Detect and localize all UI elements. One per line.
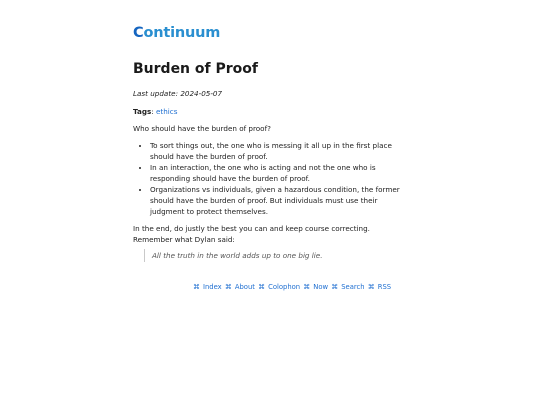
footer-link-search[interactable]: Search bbox=[341, 283, 365, 291]
footer-link-index[interactable]: Index bbox=[202, 283, 222, 291]
logo-initial: C bbox=[133, 25, 144, 41]
command-icon: ⌘ bbox=[193, 283, 200, 291]
closing-paragraph: In the end, do justly the best you can and keep course correcting. Remember what Dylan said: bbox=[133, 224, 370, 244]
list-item: • Organizations vs individuals, given a hazardous condition, the former should have the burden of proof. But individuals must use their judgment to protect themselves. bbox=[150, 184, 408, 217]
command-icon: ⌘ bbox=[331, 283, 339, 291]
list-item: • In an interaction, the one who is acting and not the one who is responding should have the burden of proof. bbox=[150, 162, 408, 184]
tags-line: Tags: ethics bbox=[133, 107, 178, 116]
footer-link-about[interactable]: About bbox=[234, 283, 255, 291]
command-icon: ⌘ bbox=[367, 283, 375, 291]
command-icon: ⌘ bbox=[303, 283, 311, 291]
intro-paragraph: Who should have the burden of proof? bbox=[133, 124, 271, 133]
tags-label: Tags bbox=[133, 107, 152, 116]
footer-nav bbox=[192, 282, 391, 293]
site-logo[interactable] bbox=[133, 25, 220, 41]
list-item: • To sort things out, the one who is messing it all up in the first place should have the burden of proof. bbox=[150, 140, 408, 162]
footer-link-now[interactable]: Now bbox=[313, 283, 329, 291]
last-update-label: Last update: bbox=[133, 89, 179, 98]
bullet-list bbox=[133, 140, 408, 217]
footer-link-rss[interactable]: RSS bbox=[377, 283, 392, 291]
command-icon: ⌘ bbox=[224, 283, 232, 291]
logo-text: ontinuum bbox=[143, 25, 221, 41]
page-title: Burden of Proof bbox=[133, 61, 258, 77]
quote: All the truth in the world adds up to one big lie. bbox=[144, 249, 402, 262]
last-update bbox=[133, 88, 222, 99]
tag-link-ethics[interactable]: ethics bbox=[155, 107, 178, 116]
last-update-date: 2024-05-07 bbox=[180, 89, 223, 98]
footer-link-colophon[interactable]: Colophon bbox=[268, 283, 301, 291]
command-icon: ⌘ bbox=[258, 283, 265, 291]
